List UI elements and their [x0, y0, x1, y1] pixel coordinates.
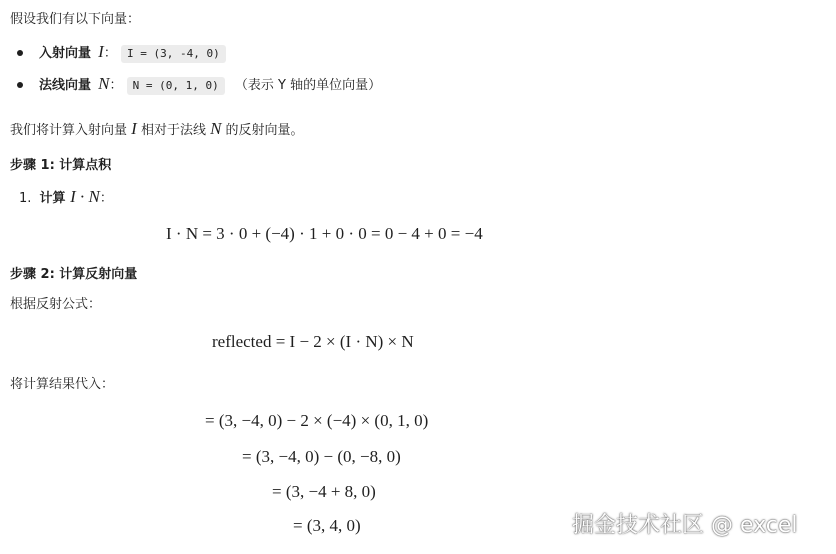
formula-intro: 根据反射公式： [10, 297, 102, 312]
vector-symbol: I [98, 42, 104, 61]
derivation-line-3: = (3, −4 + 8, 0) [272, 482, 376, 501]
list-item-label: 计算 [39, 191, 71, 206]
step1-list-item [19, 188, 113, 208]
watermark-text: 掘金技术社区 @ excel [572, 513, 798, 538]
goal-text [10, 120, 304, 140]
list-item-separator: ： [99, 191, 113, 206]
vector-label: 入射向量 [39, 46, 92, 61]
step1-heading: 步骤 1: 计算点积 [10, 158, 112, 173]
bullet-dot [17, 50, 23, 56]
substitution-intro: 将计算结果代入： [10, 377, 115, 392]
vector-item-normal [39, 75, 381, 95]
goal-symbol-i: I [131, 119, 137, 138]
vector-code: I = (3, -4, 0) [121, 45, 226, 63]
vector-separator: ： [109, 78, 123, 93]
vector-note: （表示 Y 轴的单位向量） [234, 78, 382, 93]
vector-label: 法线向量 [39, 78, 92, 93]
list-item-math: I · N [70, 187, 100, 206]
derivation-line-4: = (3, 4, 0) [293, 516, 361, 535]
reflection-formula: reflected = I − 2 × (I · N) × N [212, 332, 414, 351]
derivation-line-1: = (3, −4, 0) − 2 × (−4) × (0, 1, 0) [205, 411, 429, 430]
bullet-dot [17, 82, 23, 88]
vector-code: N = (0, 1, 0) [127, 77, 225, 95]
goal-symbol-n: N [210, 119, 222, 138]
step2-heading: 步骤 2: 计算反射向量 [10, 267, 138, 282]
list-number: 1. [19, 191, 32, 206]
vector-symbol: N [98, 74, 110, 93]
vector-separator: ： [103, 46, 117, 61]
derivation-line-2: = (3, −4, 0) − (0, −8, 0) [242, 447, 401, 466]
goal-part: 的反射向量。 [221, 123, 304, 138]
vector-item-incident [39, 43, 226, 63]
goal-part: 相对于法线 [136, 123, 211, 138]
goal-part: 我们将计算入射向量 [10, 123, 132, 138]
intro-text: 假设我们有以下向量： [10, 12, 141, 27]
dot-product-equation: I · N = 3 · 0 + (−4) · 1 + 0 · 0 = 0 − 4 + 0 = −4 [166, 224, 483, 243]
